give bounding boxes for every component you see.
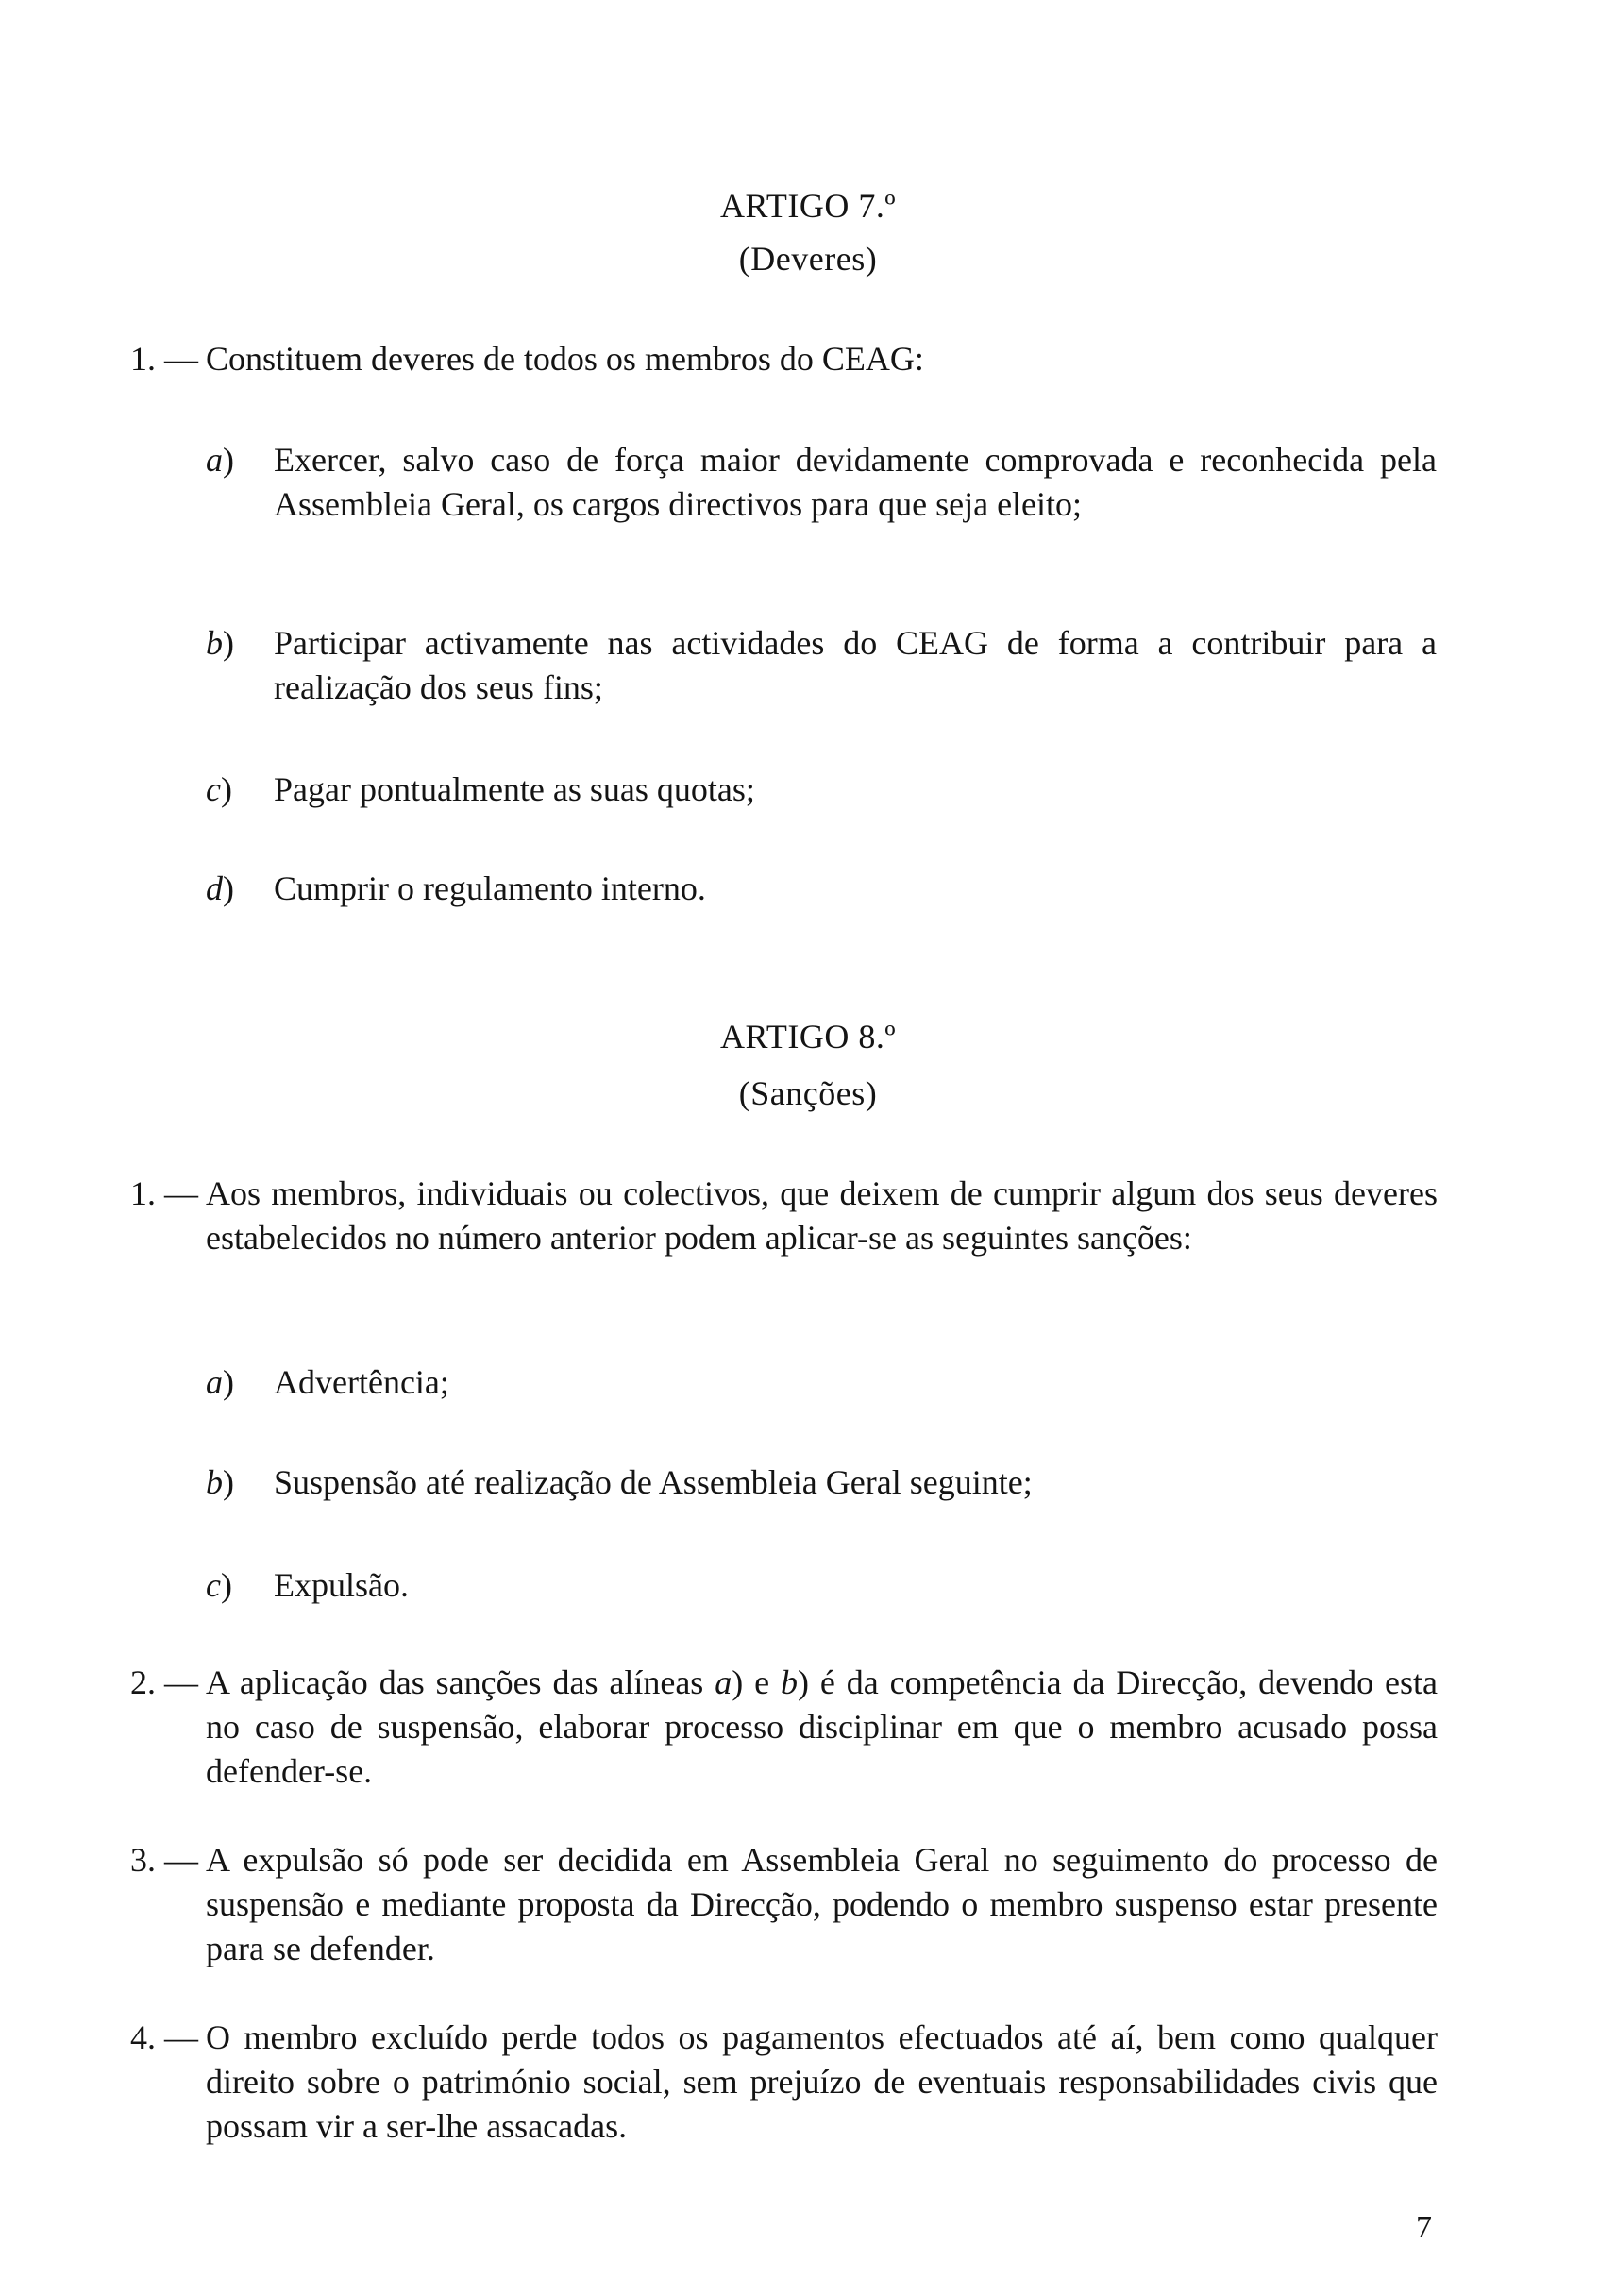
article-8-item-b: Suspensão até realização de Assembleia Geral seguinte; <box>274 1463 1033 1501</box>
article-7-title: ARTIGO 7.º <box>720 187 896 225</box>
article-8-paragraph-1: Aos membros, individuais ou colectivos, que deixem de cumprir algum dos seus deveres estabelecidos no número anterior podem aplicar-se as seguintes sanções: <box>206 1174 1438 1257</box>
article-8-subtitle: (Sanções) <box>738 1074 878 1112</box>
article-7-paragraph-1-number: 1. — <box>130 340 198 378</box>
article-8-item-b-letter: b) <box>206 1463 234 1501</box>
article-7-item-a: Exercer, salvo caso de força maior devidamente comprovada e reconhecida pela Assembleia Geral, os cargos directivos para que seja eleito; <box>274 441 1437 523</box>
article-7-item-d-letter: d) <box>206 869 234 907</box>
article-8-paragraph-2: A aplicação das sanções das alíneas a) e b) é da competência da Direcção, devendo esta no caso de suspensão, elaborar processo disciplinar em que o membro acusado possa defender-se. <box>206 1663 1438 1790</box>
article-8-paragraph-3-number: 3. — <box>130 1841 198 1879</box>
article-8-item-a-letter: a) <box>206 1363 234 1401</box>
article-7-paragraph-1: Constituem deveres de todos os membros do CEAG: <box>206 340 924 378</box>
article-8-item-c: Expulsão. <box>274 1566 409 1604</box>
article-7-subtitle: (Deveres) <box>738 240 878 278</box>
article-8-item-c-letter: c) <box>206 1566 232 1604</box>
article-8-paragraph-4-number: 4. — <box>130 2018 198 2056</box>
article-8-paragraph-1-number: 1. — <box>130 1174 198 1212</box>
article-7-item-c: Pagar pontualmente as suas quotas; <box>274 770 755 808</box>
article-7-item-b: Participar activamente nas actividades do CEAG de forma a contribuir para a realização dos seus fins; <box>274 624 1437 706</box>
article-7-item-b-letter: b) <box>206 624 234 662</box>
article-7-item-d: Cumprir o regulamento interno. <box>274 869 706 907</box>
article-8-paragraph-3: A expulsão só pode ser decidida em Assembleia Geral no seguimento do processo de suspensão e mediante proposta da Direcção, podendo o membro suspenso estar presente para se defender. <box>206 1841 1438 1967</box>
article-8-paragraph-4: O membro excluído perde todos os pagamentos efectuados até aí, bem como qualquer direito sobre o património social, sem prejuízo de eventuais responsabilidades civis que possam vir a ser-lhe assacadas. <box>206 2018 1438 2145</box>
article-7-item-a-letter: a) <box>206 441 234 479</box>
article-8-title: ARTIGO 8.º <box>720 1018 896 1055</box>
article-7-item-c-letter: c) <box>206 770 232 808</box>
page-number: 7 <box>1416 2210 1432 2245</box>
article-8-paragraph-2-number: 2. — <box>130 1663 198 1701</box>
article-8-item-a: Advertência; <box>274 1363 449 1401</box>
